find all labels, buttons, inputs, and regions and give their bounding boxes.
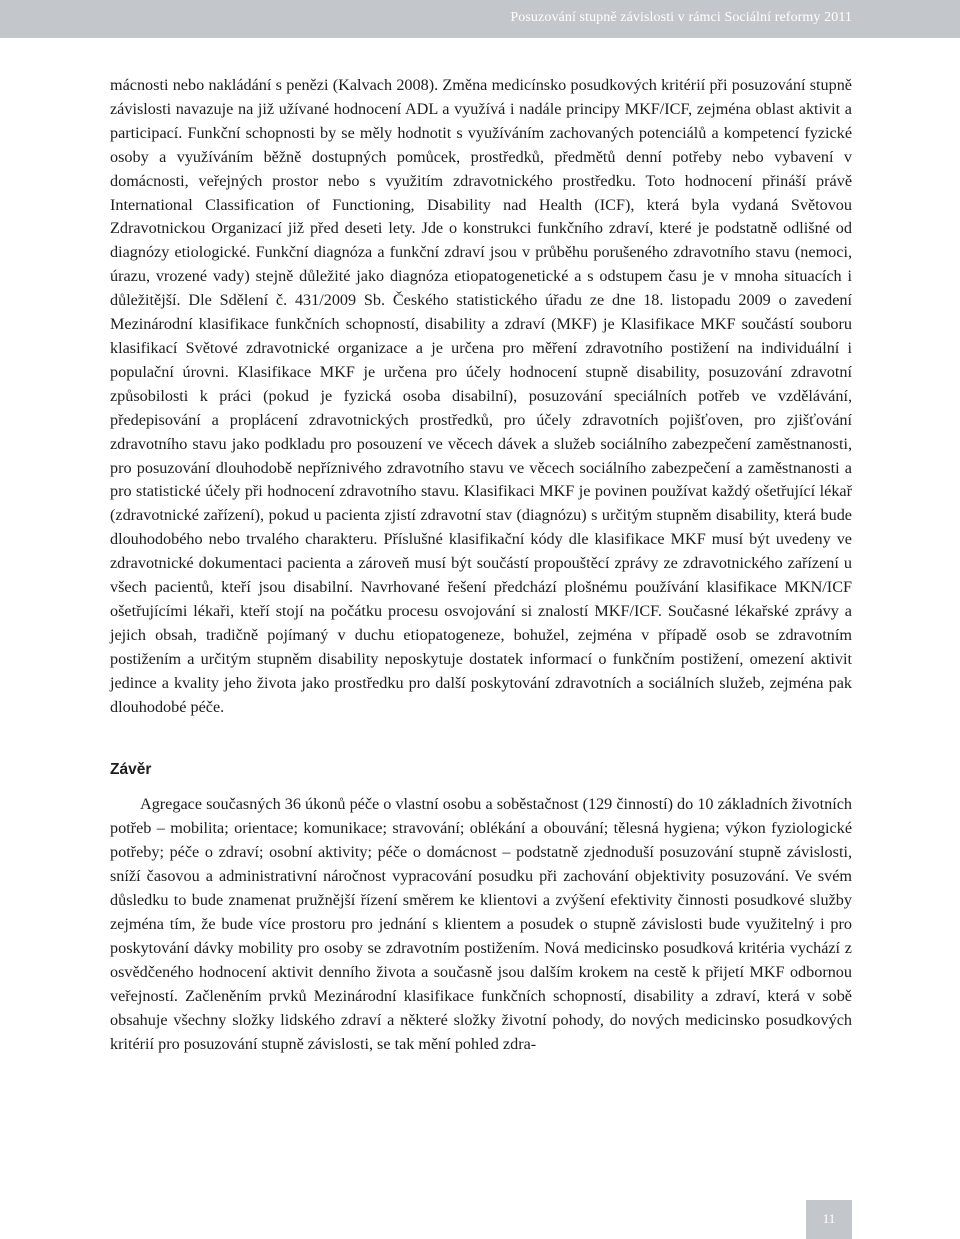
header-band xyxy=(0,0,960,38)
body-paragraph-1: mácnosti nebo nakládání s penězi (Kalvach 2008). Změna medicínsko posudkových kritérií při posuzování stupně závislosti navazuje na již užívané hodnocení ADL a využívá i nadále principy MKF/ICF, zejména oblast aktivit a participací. Funkční schopnosti by se měly hodnotit s využíváním zachovaných potenciálů a kompetencí fyzické osoby a využíváním běžně dostupných pomůcek, prostředků, předmětů denní potřeby nebo vybavení v domácnosti, veřejných prostor nebo s využitím zdravotnického prostředku. Toto hodnocení přináší právě International Classification of Functioning, Disability nad Health (ICF), která byla vydaná Světovou Zdravotnickou Organizací již před deseti lety. Jde o konstrukci funkčního zdraví, které je podstatně odlišné od diagnózy etiologické. Funkční diagnóza a funkční zdraví jsou v průběhu porušeného zdravotního stavu (nemoci, úrazu, vrozené vady) stejně důležité jako diagnóza etiopatogenetické a s odstupem času je v mnoha situacích i důležitější. Dle Sdělení č. 431/2009 Sb. Českého statistického úřadu ze dne 18. listopadu 2009 o zavedení Mezinárodní klasifikace funkčních schopností, disability a zdraví (MKF) je Klasifikace MKF součástí souboru klasifikací Světové zdravotnické organizace a je určena pro měření zdravotního postižení na individuální i populační úrovni. Klasifikace MKF je určena pro účely hodnocení stupně disability, posuzování zdravotní způsobilosti k práci (pokud je fyzická osoba disabilní), posuzování speciálních potřeb ve vzdělávání, předepisování a proplácení zdravotnických prostředků, pro účely zdravotních pojišťoven, pro zjišťování zdravotního stavu jako podkladu pro posouzení ve věcech dávek a služeb sociálního zabezpečení zaměstnanosti, pro posuzování dlouhodobě nepříznivého zdravotního stavu ve věcech sociálního zabezpečení a zaměstnanosti a pro statistické účely při hodnocení zdravotního stavu. Klasifikaci MKF je povinen používat každý ošetřující lékař (zdravotnické zařízení), pokud u pacienta zjistí zdravotní stav (diagnózu) s určitým stupněm disability, která bude dlouhodobého nebo trvalého charakteru. Příslušné klasifikační kódy dle klasifikace MKF musí být uvedeny ve zdravotnické dokumentaci pacienta a zároveň musí být součástí propouštěcí zprávy ze zdravotnického zařízení u všech pacientů, kteří jsou disabilní. Navrhované řešení předchází plošnému používání klasifikace MKN/ICF ošetřujícími lékaři, kteří stojí na počátku procesu osvojování si znalostí MKF/ICF. Současné lékařské zprávy a jejich obsah, tradičně pojímaný v duchu etiopatogeneze, bohužel, zejména v případě osob se zdravotním postižením a určitým stupněm disability neposkytuje dostatek informací o funkčním postižení, omezení aktivit jedince a kvality jeho života jako prostředku pro další poskytování zdravotních a sociálních služeb, zejména pak dlouhodobé péče. xyxy=(110,76,852,716)
section-heading-zaver: Závěr xyxy=(110,761,152,779)
page-number-box xyxy=(806,1200,852,1239)
main-content xyxy=(110,74,852,1056)
page-number: 11 xyxy=(822,1211,836,1226)
running-title: Posuzování stupně závislosti v rámci Sociální reformy 2011 xyxy=(510,10,852,25)
body-paragraph-2: Agregace současných 36 úkonů péče o vlastní osobu a soběstačnost (129 činností) do 10 základních životních potřeb – mobilita; orientace; komunikace; stravování; oblékání a obouvání; tělesná hygiena; výkon fyziologické potřeby; péče o zdraví; osobní aktivity; péče o domácnost – podstatně zjednoduší posuzování stupně závislosti, sníží časovou a administrativní náročnost vypracování posudku při zachování objektivity posuzování. Ve svém důsledku to bude znamenat pružnější řízení směrem ke klientovi a zvýšení efektivity činnosti posudkové služby zejména tím, že bude více prostoru pro jednání s klientem a posudek o stupně závislosti bude využitelný i pro poskytování dávky mobility pro osoby se zdravotním postižením. Nová medicinsko posudková kritéria vychází z osvědčeného hodnocení aktivit denního života a současně jsou dalším krokem na cestě k přijetí MKF odbornou veřejností. Začleněním prvků Mezinárodní klasifikace funkčních schopností, disability a zdraví, která v sobě obsahuje všechny složky lidského zdraví a některé složky životní pohody, do nových medicinsko posudkových kritérií pro posuzování stupně závislosti, se tak mění pohled zdra- xyxy=(110,795,852,1053)
